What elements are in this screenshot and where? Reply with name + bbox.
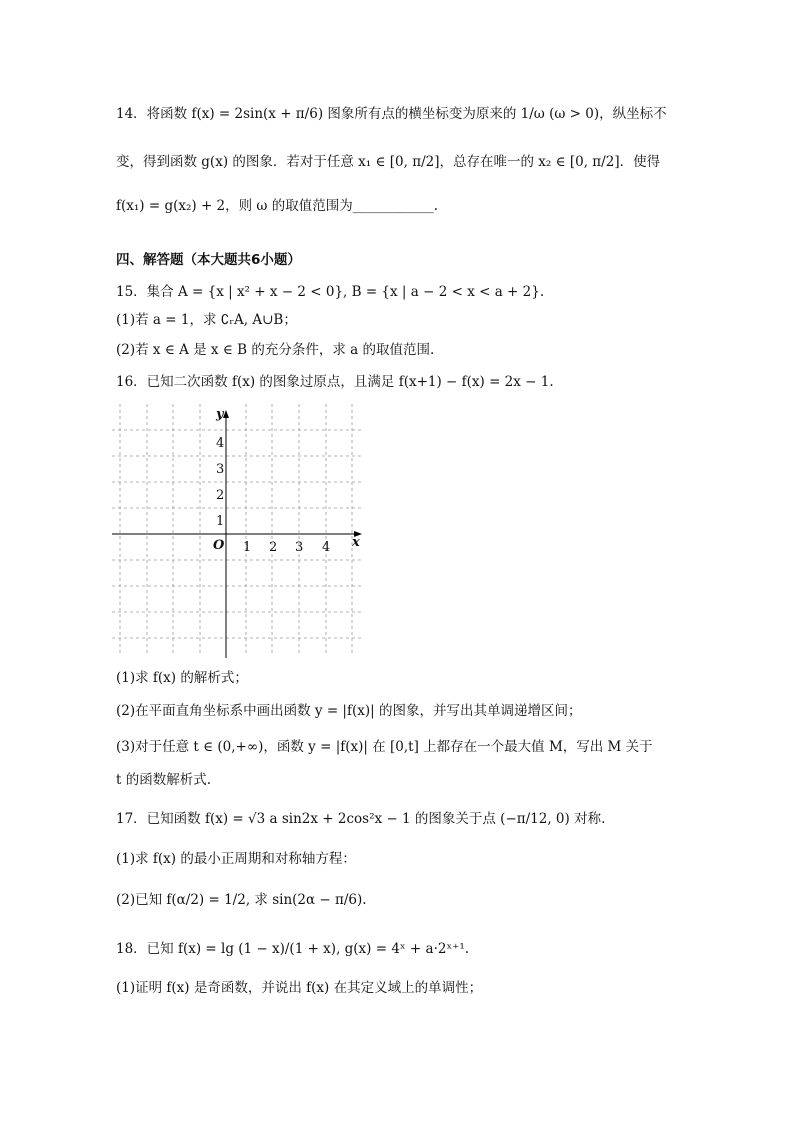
x-axis-label: x — [352, 535, 360, 550]
q15-part-1: (1)若 a = 1，求 ∁ᵣA, A∪B； — [116, 312, 297, 328]
origin-label: O — [213, 538, 225, 553]
q16-part-1: (1)求 f(x) 的解析式； — [116, 670, 248, 686]
q14-line-1: 14．将函数 f(x) = 2sin(x + π/6) 图象所有点的横坐标变为原来的 1/ω (ω > 0)，纵坐标不 — [116, 106, 667, 122]
x-tick-4: 4 — [322, 540, 331, 555]
q17-part-2: (2)已知 f(α/2) = 1/2, 求 sin(2α − π/6). — [116, 892, 367, 908]
y-tick-3: 3 — [216, 462, 225, 477]
x-tick-3: 3 — [295, 540, 304, 555]
x-tick-2: 2 — [269, 540, 278, 555]
q14-line-2: 变，得到函数 g(x) 的图象．若对于任意 x₁ ∈ [0, π/2]，总存在唯一的 x₂ ∈ [0, π/2]．使得 — [116, 154, 661, 170]
q18-part-1: (1)证明 f(x) 是奇函数，并说出 f(x) 在其定义域上的单调性； — [116, 980, 483, 996]
y-tick-1: 1 — [216, 514, 225, 529]
y-tick-2: 2 — [216, 488, 225, 503]
coordinate-grid — [112, 404, 368, 660]
q17-part-1: (1)求 f(x) 的最小正周期和对称轴方程： — [116, 851, 356, 867]
q15-part-2: (2)若 x ∈ A 是 x ∈ B 的充分条件，求 a 的取值范围. — [116, 342, 435, 358]
x-tick-1: 1 — [243, 540, 252, 555]
q16-part-3b: t 的函数解析式. — [116, 772, 212, 788]
q16-stem: 16．已知二次函数 f(x) 的图象过原点，且满足 f(x+1) − f(x) = 2x − 1. — [116, 374, 554, 390]
section-title: 四、解答题（本大题共6小题） — [116, 252, 301, 268]
q14-line-3: f(x₁) = g(x₂) + 2，则 ω 的取值范围为____________. — [116, 198, 439, 214]
y-axis-label: y — [216, 407, 224, 422]
q15-stem: 15．集合 A = {x | x² + x − 2 < 0}, B = {x | a − 2 < x < a + 2}. — [116, 284, 545, 300]
q16-part-2: (2)在平面直角坐标系中画出函数 y = |f(x)| 的图象，并写出其单调递增区间； — [116, 703, 582, 719]
q16-part-3a: (3)对于任意 t ∈ (0,+∞)，函数 y = |f(x)| 在 [0,t] 上都存在一个最大值 M，写出 M 关于 — [116, 739, 653, 755]
y-tick-4: 4 — [216, 436, 225, 451]
q17-stem: 17．已知函数 f(x) = √3 a sin2x + 2cos²x − 1 的图象关于点 (−π/12, 0) 对称. — [116, 811, 606, 827]
y-axis-arrow — [223, 410, 229, 418]
q18-stem: 18．已知 f(x) = lg (1 − x)/(1 + x), g(x) = 4ˣ + a·2ˣ⁺¹. — [116, 941, 470, 957]
